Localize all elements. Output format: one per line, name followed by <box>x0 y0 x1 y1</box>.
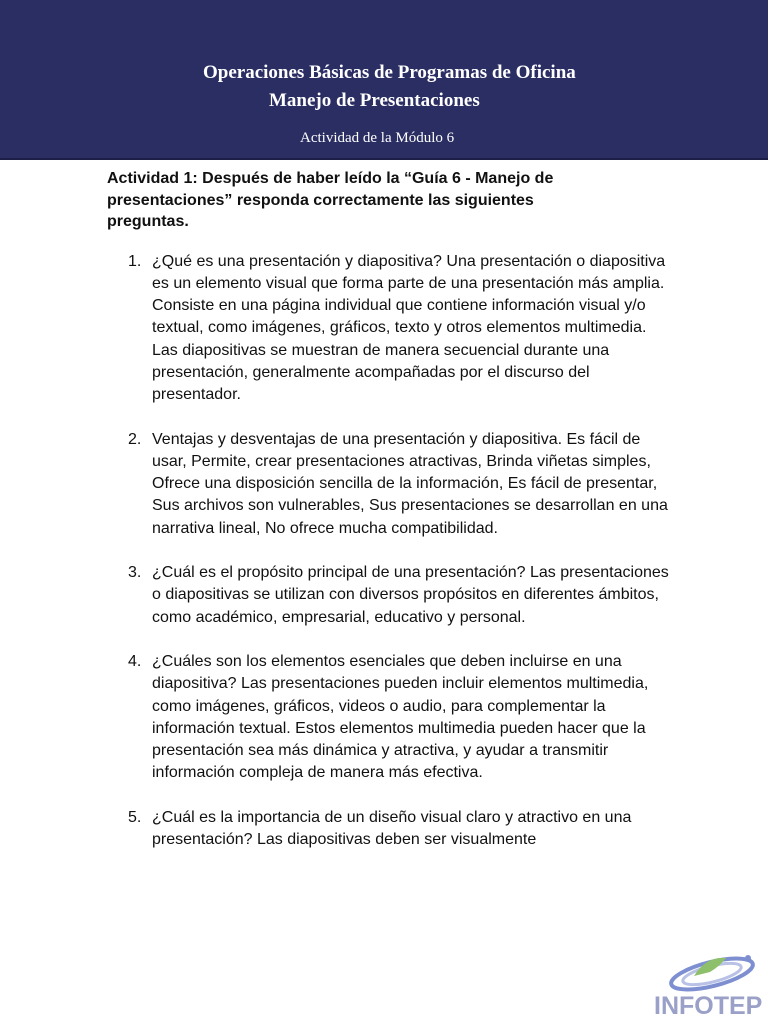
activity-label: Actividad de la Módulo 6 <box>300 130 455 146</box>
logo-wordmark: INFOTEP <box>654 992 763 1020</box>
header-banner <box>0 0 768 160</box>
question-text: ¿Cuáles son los elementos esenciales que deben incluirse en una diapositiva? Las presentaciones pueden incluir elementos multimedia, como imágenes, gráficos, videos o audio, para complementar la información textual. Estos elementos multimedia pueden hacer que la presentación sea más dinámica y atractiva, y ayudar a transmitir información compleja de manera más efectiva. <box>152 652 649 782</box>
question-number: 1. <box>128 252 142 270</box>
document-subtitle: Manejo de Presentaciones <box>269 90 480 111</box>
question-text: ¿Qué es una presentación y diapositiva? Una presentación o diapositiva es un elemento visual que forma parte de una presentación más amplia. Consiste en una página individual que contiene información visual y/o textual, como imágenes, gráficos, texto y otros elementos multimedia. Las diapositivas se muestran de manera secuencial durante una presentación, generalmente acompañadas por el discurso del presentador. <box>152 252 666 404</box>
question-number: 3. <box>128 564 142 582</box>
infotep-logo-icon <box>650 946 768 996</box>
question-number: 5. <box>128 808 142 826</box>
question-item <box>107 807 672 852</box>
question-number: 2. <box>128 430 142 448</box>
question-text: Ventajas y desventajas de una presentación y diapositiva. Es fácil de usar, Permite, crear presentaciones atractivas, Brinda viñetas simples, Ofrece una disposición sencilla de la información, Es fácil de presentar, Sus archivos son vulnerables, Sus presentaciones se desarrollan en una narrativa lineal, No ofrece mucha compatibilidad. <box>152 430 668 537</box>
activity-intro: Actividad 1: Después de haber leído la “Guía 6 - Manejo de presentaciones” responda correctamente las siguientes preguntas. <box>107 170 554 230</box>
document-title: Operaciones Básicas de Programas de Oficina <box>203 62 576 83</box>
question-item <box>107 251 672 407</box>
question-item <box>107 651 672 785</box>
question-text: ¿Cuál es el propósito principal de una presentación? Las presentaciones o diapositivas se utilizan con diversos propósitos en diferentes ámbitos, como académico, empresarial, educativo y personal. <box>152 564 669 626</box>
question-item <box>107 429 672 540</box>
infotep-logo <box>650 946 768 1024</box>
question-text: ¿Cuál es la importancia de un diseño visual claro y atractivo en una presentación? Las diapositivas deben ser visualmente <box>152 808 632 849</box>
question-item <box>107 562 672 629</box>
document-body <box>107 168 687 873</box>
question-number: 4. <box>128 652 142 670</box>
question-list <box>107 251 687 852</box>
